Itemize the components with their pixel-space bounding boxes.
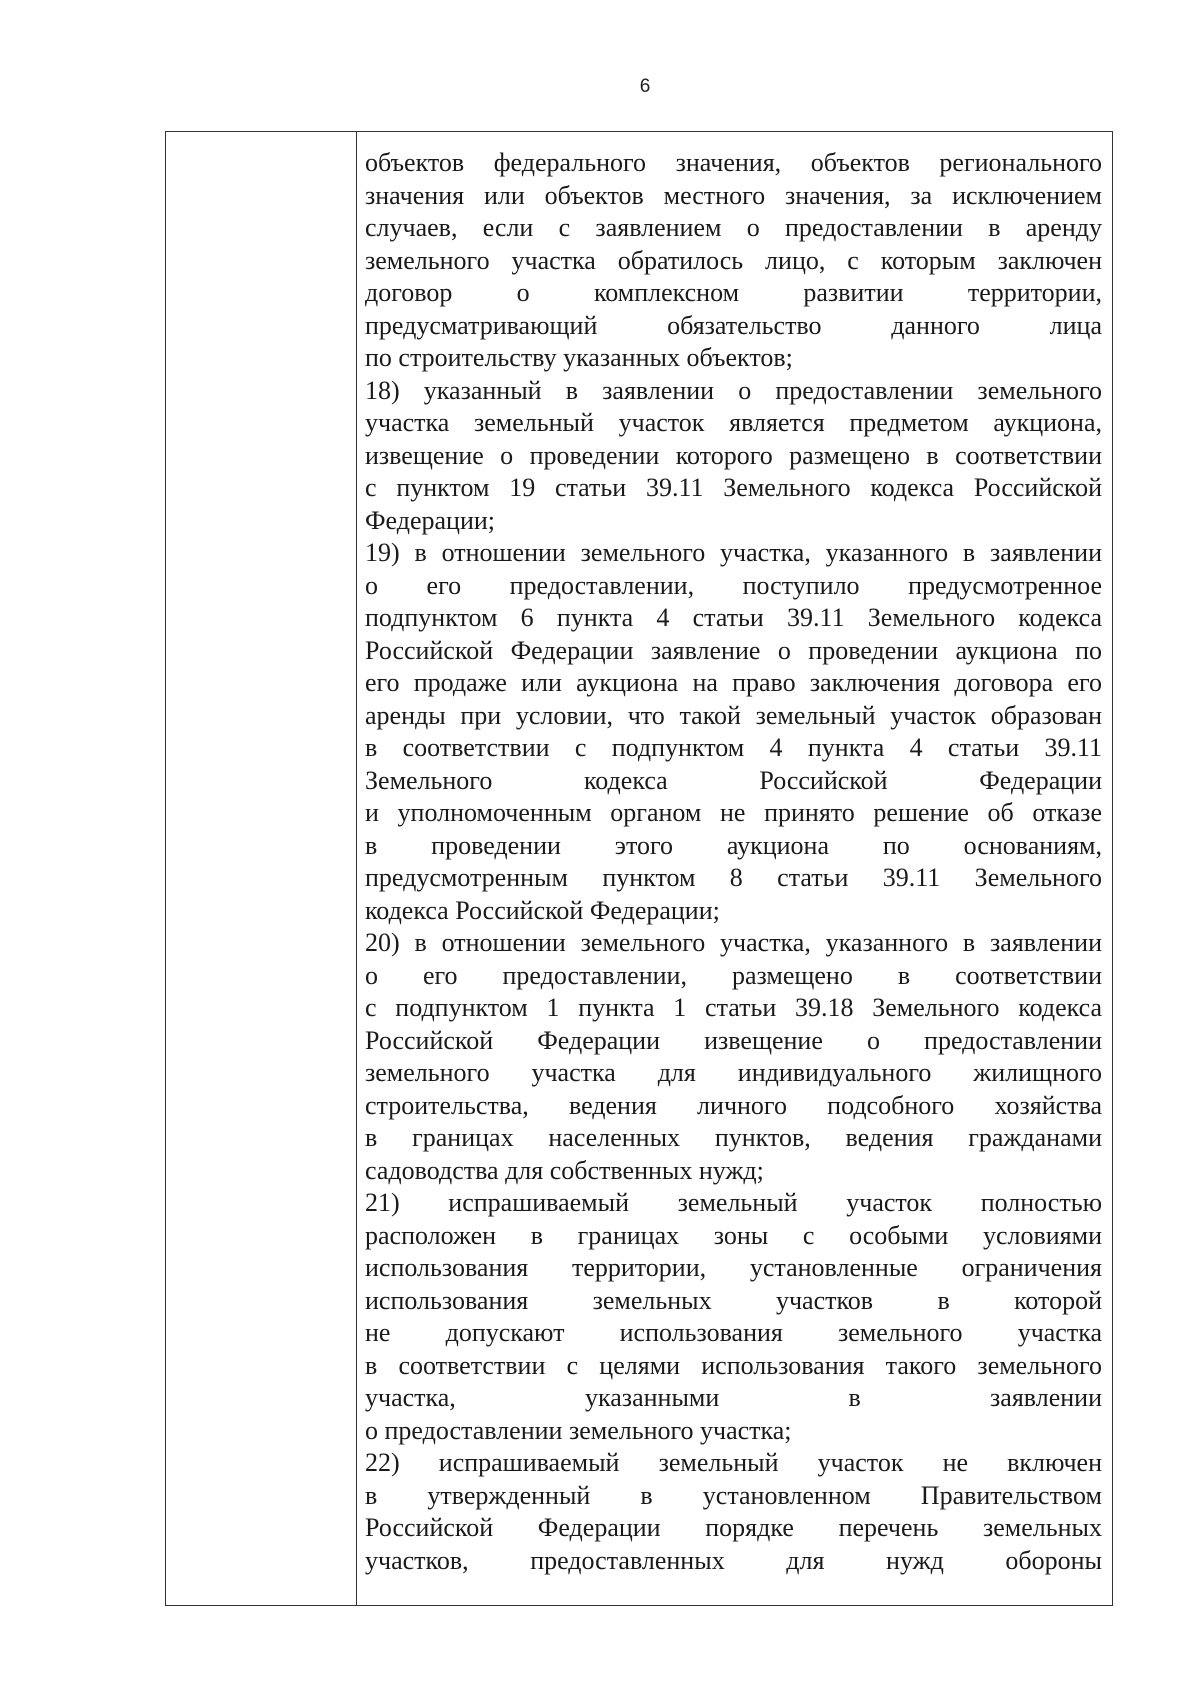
text-line: использования территории, установленные ограничения [365, 1253, 1102, 1282]
text-line: объектов федерального значения, объектов регионального [365, 148, 1102, 177]
text-line: о его предоставлении, размещено в соответствии [365, 960, 1102, 990]
text-line: подпунктом 6 пункта 4 статьи 39.11 Земельного кодекса [365, 603, 1102, 632]
text-line: участков, предоставленных для нужд обороны [365, 1545, 1102, 1575]
text-line: Российской Федерации извещение о предоставлении [365, 1025, 1102, 1055]
text-line: договор о комплексном развитии территории, [365, 278, 1102, 307]
text-line: в границах населенных пунктов, ведения гражданами [365, 1123, 1102, 1152]
text-line: в соответствии с целями использования такого земельного [365, 1350, 1102, 1380]
document-table [165, 131, 1113, 1606]
text-line: Земельного кодекса Российской Федерации [365, 765, 1102, 795]
text-line: с подпунктом 1 пункта 1 статьи 39.18 Земельного кодекса [365, 993, 1102, 1022]
text-line: значения или объектов местного значения, за исключением [365, 180, 1102, 210]
text-line: 21) испрашиваемый земельный участок полностью [365, 1188, 1102, 1217]
text-line: в соответствии с подпунктом 4 пункта 4 статьи 39.11 [365, 733, 1102, 762]
text-line: кодекса Российской Федерации; [365, 895, 720, 925]
text-line: земельного участка обратилось лицо, с которым заключен [365, 245, 1102, 275]
text-line: с пунктом 19 статьи 39.11 Земельного кодекса Российской [365, 473, 1102, 502]
text-line: в утвержденный в установленном Правительством [365, 1480, 1102, 1510]
text-line: Российской Федерации заявление о проведении аукциона по [365, 635, 1102, 665]
text-line: извещение о проведении которого размещено в соответствии [365, 440, 1102, 470]
text-line: расположен в границах зоны с особыми условиями [365, 1220, 1102, 1250]
text-line: 22) испрашиваемый земельный участок не включен [365, 1448, 1102, 1477]
text-line: его продаже или аукциона на право заключения договора его [365, 668, 1102, 697]
text-line: 18) указанный в заявлении о предоставлении земельного [365, 375, 1102, 405]
text-line: о его предоставлении, поступило предусмотренное [365, 570, 1102, 600]
text-line: садоводства для собственных нужд; [365, 1155, 764, 1185]
text-line: и уполномоченным органом не принято решение об отказе [365, 798, 1102, 827]
text-line: 20) в отношении земельного участка, указанного в заявлении [365, 928, 1102, 957]
text-line: аренды при условии, что такой земельный участок образован [365, 700, 1102, 730]
text-line: в проведении этого аукциона по основаниям, [365, 830, 1102, 860]
text-line: о предоставлении земельного участка; [365, 1415, 792, 1445]
text-line: Российской Федерации порядке перечень земельных [365, 1513, 1102, 1542]
text-line: использования земельных участков в которой [365, 1285, 1102, 1315]
table-right-cell [357, 132, 1112, 1605]
text-line: случаев, если с заявлением о предоставлении в аренду [365, 213, 1102, 242]
page-number: 6 [639, 76, 651, 97]
text-line: Федерации; [365, 505, 496, 535]
text-line: по строительству указанных объектов; [365, 343, 793, 372]
text-line: предусмотренным пунктом 8 статьи 39.11 Земельного [365, 863, 1102, 892]
text-line: строительства, ведения личного подсобного хозяйства [365, 1090, 1102, 1120]
text-line: не допускают использования земельного участка [365, 1318, 1102, 1347]
text-line: участка, указанными в заявлении [365, 1383, 1102, 1412]
table-left-cell [166, 132, 357, 1605]
text-line: 19) в отношении земельного участка, указанного в заявлении [365, 538, 1102, 567]
text-line: земельного участка для индивидуального жилищного [365, 1058, 1102, 1087]
text-line: предусматривающий обязательство данного лица [365, 310, 1102, 340]
text-line: участка земельный участок является предметом аукциона, [365, 408, 1102, 437]
